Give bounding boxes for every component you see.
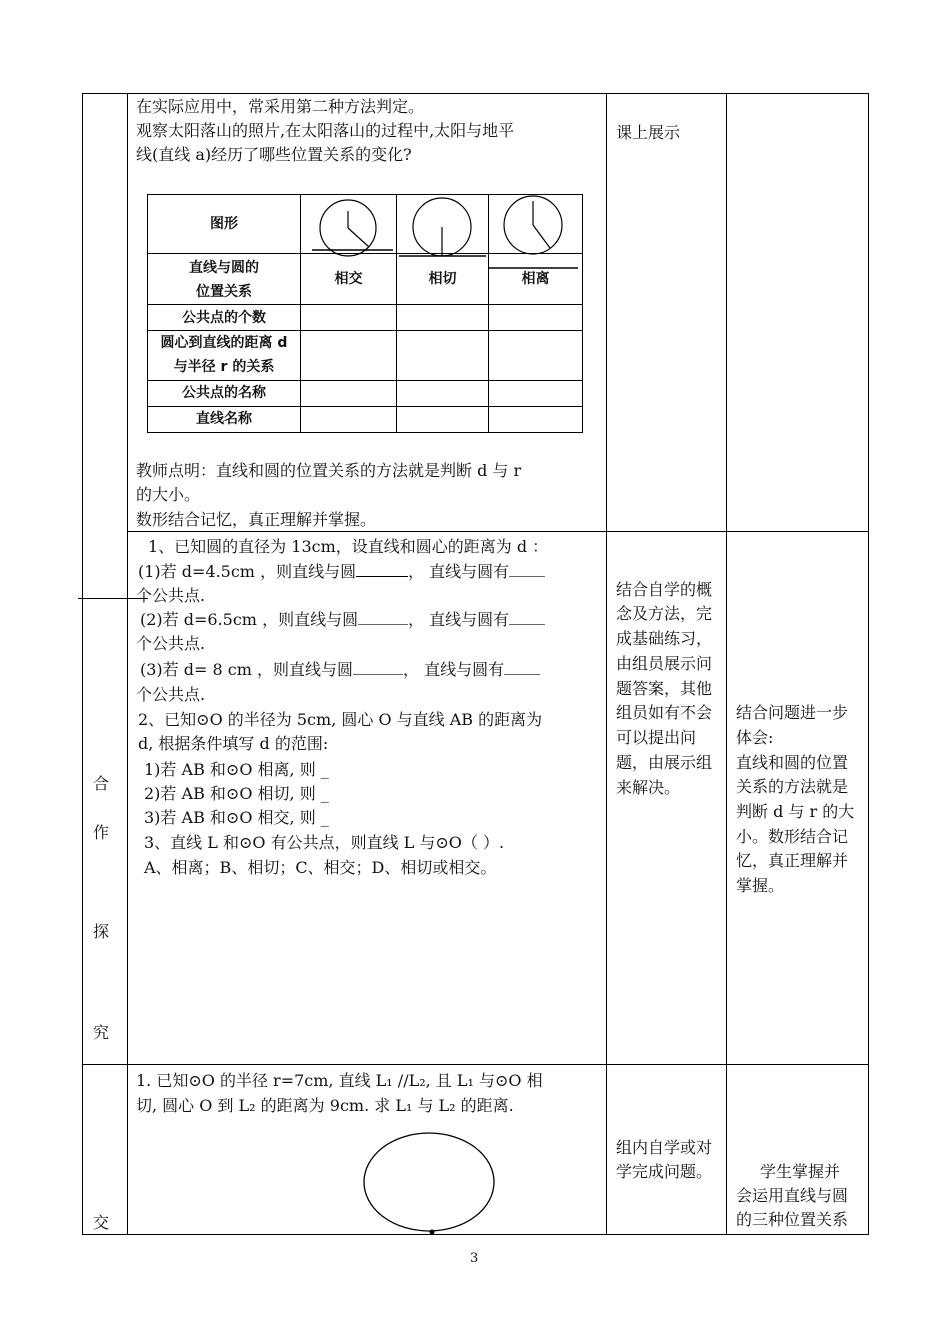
rt-row-2: [147, 304, 583, 305]
q1-c-tail: 个公共点.: [136, 685, 206, 704]
label-char-2: 作: [93, 823, 110, 842]
section3-method-1: 组内自学或对: [616, 1138, 713, 1157]
label-char-1: 合: [93, 774, 110, 793]
intro-line-3: 线(直线 a)经历了哪些位置关系的变化?: [136, 145, 412, 164]
label-char-3: 探: [93, 922, 110, 941]
section2-method-3: 成基础练习，: [616, 629, 713, 648]
q1-c-blank-2[interactable]: [504, 658, 540, 675]
q1-intro: 1、已知圆的直径为 13cm，设直线和圆心的距离为 d ：: [148, 537, 549, 556]
table-border-top: [82, 93, 869, 94]
rt-header-relation-1: 直线与圆的: [189, 260, 259, 276]
rt-header-relation-2: 位置关系: [196, 284, 252, 300]
rt-header-distance-2: 与半径 r 的关系: [173, 359, 275, 375]
figure-intersect: [300, 195, 396, 265]
rt-relation-tangent: 相切: [428, 271, 457, 287]
problem-line-2: 切, 圆心 O 到 L₂ 的距离为 9cm. 求 L₁ 与 L₂ 的距离.: [136, 1096, 514, 1115]
section2-method-7: 可以提出问: [616, 728, 697, 747]
q1-b-pre: (2)若 d=6.5cm ，则直线与圆: [140, 610, 359, 629]
q1-a: [138, 560, 545, 584]
rt-header-distance-1: 圆心到直线的距离 d: [160, 335, 288, 351]
q2-line-2: d, 根据条件填写 d 的范围:: [138, 734, 329, 753]
section3-goal-1: 学生掌握并: [760, 1162, 841, 1181]
label-exchange: 交: [93, 1213, 110, 1232]
rt-relation-separate: 相离: [521, 271, 550, 287]
figure-tangent: [396, 195, 488, 265]
rt-bottom: [147, 432, 583, 433]
section2-method-4: 由组员展示问: [616, 654, 713, 673]
q1-c: [140, 658, 540, 682]
q1-b-blank-2[interactable]: [509, 608, 545, 625]
section3-goal-3: 的三种位置关系: [736, 1210, 849, 1229]
q3-line-2: A、相离；B、相切；C、相交；D、相切或相交。: [144, 858, 497, 877]
section2-goal-7: 忆，真正理解并: [736, 851, 849, 870]
teacher-note-3: 数形结合记忆，真正理解并掌握。: [136, 510, 377, 529]
row-divider-2: [82, 1064, 869, 1065]
section2-method-2: 念及方法，完: [616, 604, 713, 623]
section2-goal-4: 关系的方法就是: [736, 777, 849, 796]
section2-goal-8: 掌握。: [736, 876, 785, 895]
section3-method-2: 学完成问题。: [616, 1162, 713, 1181]
figure-separate: [488, 193, 582, 273]
section3-goal-2: 会运用直线与圆: [736, 1186, 849, 1205]
q1-b-blank-1[interactable]: [358, 608, 408, 625]
section2-goal-6: 小。数形结合记: [736, 827, 849, 846]
label-char-4: 究: [93, 1023, 110, 1042]
q3-line-1: 3、直线 L 和⊙O 有公共点，则直线 L 与⊙O（ ）.: [144, 833, 505, 852]
q1-a-tail: 个公共点.: [136, 586, 206, 605]
section2-method-6: 组员如有不会: [616, 703, 713, 722]
rt-header-count: 公共点的个数: [182, 310, 266, 326]
section2-method-5: 题答案，其他: [616, 679, 713, 698]
q1-b: [140, 608, 545, 632]
intro-line-1: 在实际应用中，常采用第二种方法判定。: [136, 97, 425, 116]
rt-header-figure: 图形: [210, 216, 238, 232]
section1-method: 课上展示: [616, 123, 681, 142]
rt-right: [582, 194, 583, 433]
q2-b: 2)若 AB 和⊙O 相切, 则 _: [144, 784, 329, 803]
section2-goal-2: 体会:: [736, 728, 774, 747]
section2-method-8: 题，由展示组: [616, 753, 713, 772]
rt-header-point-name: 公共点的名称: [182, 385, 266, 401]
q1-a-blank-2[interactable]: [509, 560, 545, 577]
q1-b-mid: ， 直线与圆有: [408, 610, 510, 629]
q1-a-blank-1[interactable]: [356, 560, 408, 577]
q1-c-blank-1[interactable]: [353, 658, 403, 675]
rt-header-line-name: 直线名称: [196, 411, 252, 427]
q2-a: 1)若 AB 和⊙O 相离, 则 _: [144, 760, 329, 779]
section2-goal-1: 结合问题进一步: [736, 703, 849, 722]
intro-line-2: 观察太阳落山的照片,在太阳落山的过程中,太阳与地平: [136, 121, 515, 140]
q1-c-mid: ， 直线与圆有: [402, 660, 505, 679]
rt-relation-intersect: 相交: [334, 271, 363, 287]
section2-method-1: 结合自学的概: [616, 580, 713, 599]
q2-line-1: 2、已知⊙O 的半径为 5cm, 圆心 O 与直线 AB 的距离为: [138, 710, 543, 729]
q2-c: 3)若 AB 和⊙O 相交, 则 _: [144, 808, 329, 827]
q1-b-tail: 个公共点.: [136, 634, 206, 653]
section2-goal-3: 直线和圆的位置: [736, 753, 849, 772]
section2-method-9: 来解决。: [616, 778, 681, 797]
teacher-note-2: 的大小。: [136, 485, 201, 504]
problem-circle-figure: [355, 1130, 505, 1236]
problem-line-1: 1. 已知⊙O 的半径 r=7cm, 直线 L₁ //L₂, 且 L₁ 与⊙O 相: [136, 1071, 543, 1090]
q1-c-pre: (3)若 d= 8 cm ，则直线与圆: [140, 660, 353, 679]
page-number: 3: [470, 1251, 479, 1266]
q1-a-mid: ， 直线与圆有: [408, 562, 510, 581]
q1-a-pre: (1)若 d=4.5cm ，则直线与圆: [138, 562, 357, 581]
teacher-note-1: 教师点明：直线和圆的位置关系的方法就是判断 d 与 r: [136, 461, 522, 480]
section2-goal-5: 判断 d 与 r 的大: [736, 802, 855, 821]
